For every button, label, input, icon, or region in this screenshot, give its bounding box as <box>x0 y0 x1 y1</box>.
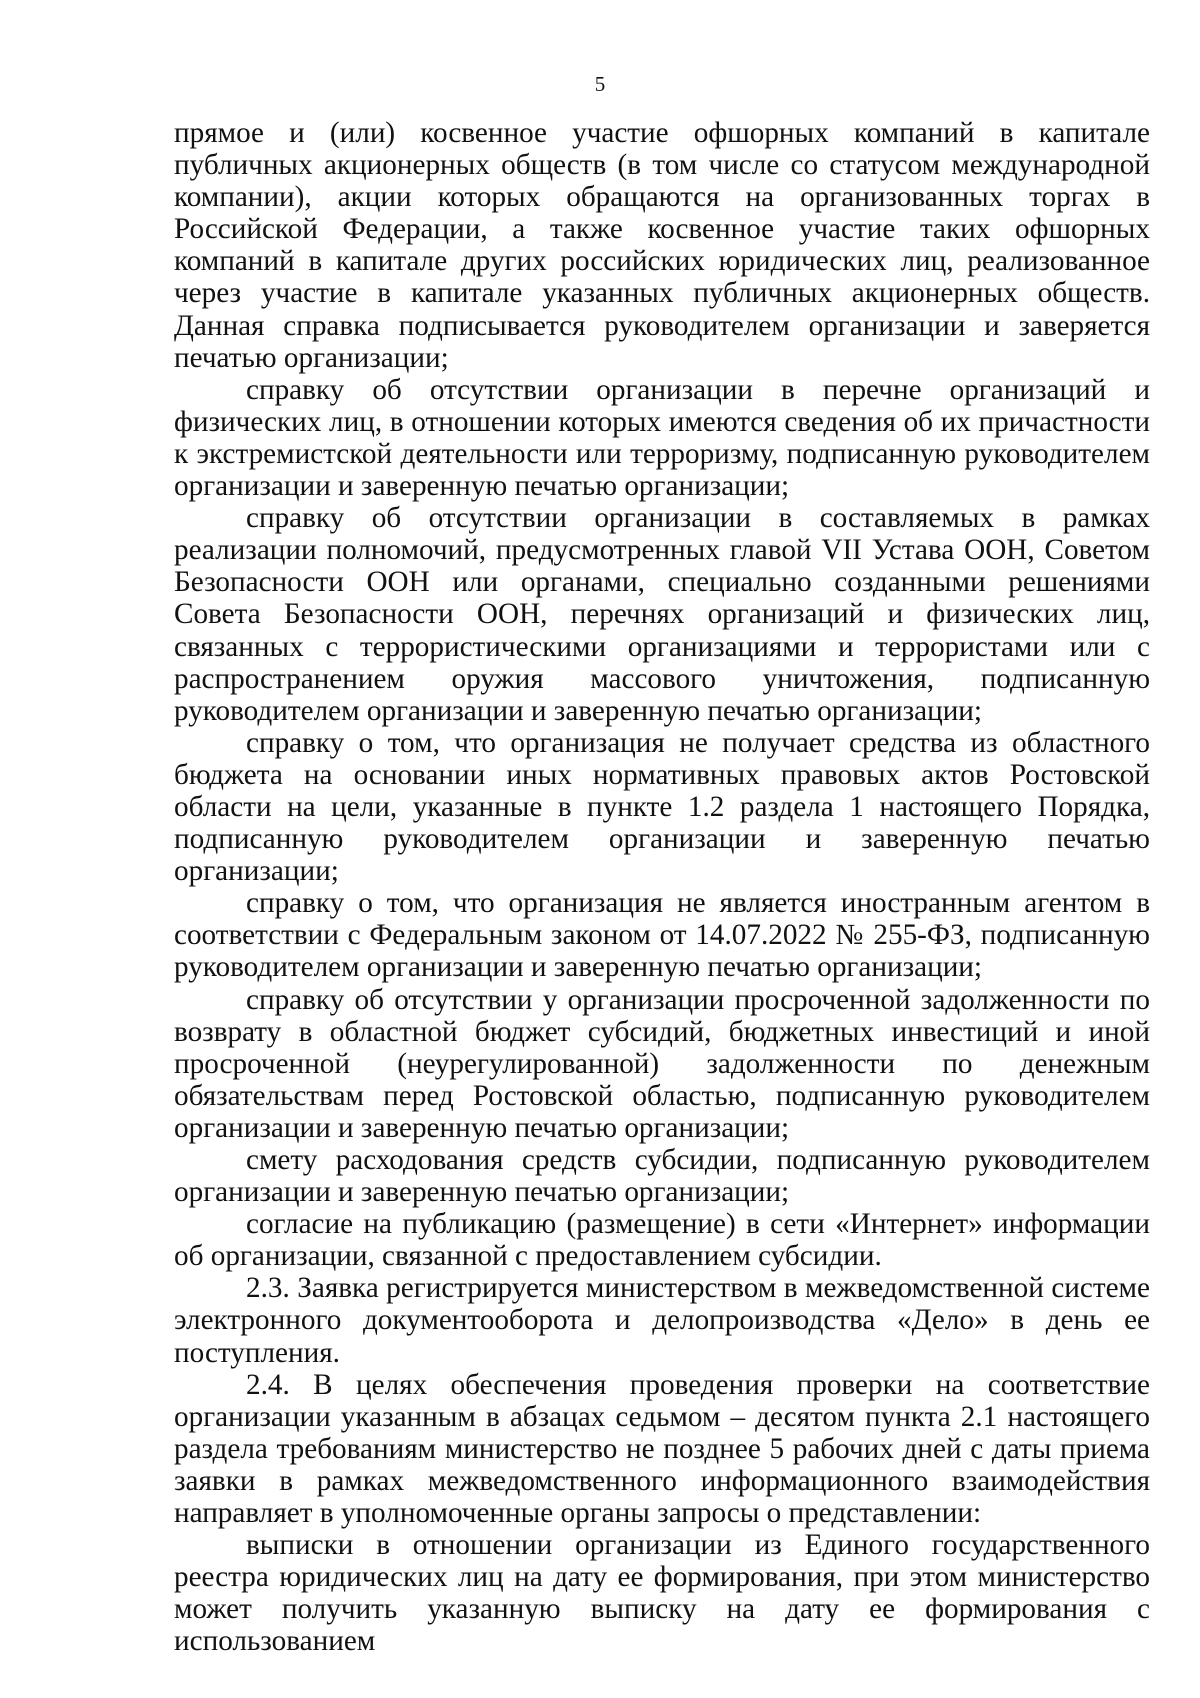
paragraph-extremism-certificate: справку об отсутствии организации в перечне организаций и физических лиц, в отношении которых имеются сведения об их причастности к экстремистской деятельности или терроризму, подписанную руководителем организации и заверенную печатью организации; <box>174 373 1150 503</box>
paragraph-foreign-agent-certificate: справку о том, что организация не является иностранным агентом в соответствии с Федеральным законом от 14.07.2022 № 255-ФЗ, подписанную руководителем организации и заверенную печатью организации; <box>174 887 1150 984</box>
paragraph-section-2-4: 2.4. В целях обеспечения проведения проверки на соответствие организации указанным в абзацах седьмом – десятом пункта 2.1 настоящего раздела требованиям министерство не позднее 5 рабочих дней с даты приема заявки в рамках межведомственного информационного взаимодействия направляет в уполномоченные органы запросы о представлении: <box>174 1368 1150 1530</box>
paragraph-offshore-participation: прямое и (или) косвенное участие офшорных компаний в капитале публичных акционерных обществ (в том числе со статусом международной компании), акции которых обращаются на организованных торгах в Российской Федерации, а также косвенное участие таких офшорных компаний в капитале других российских юридических лиц, реализованное через участие в капитале указанных публичных акционерных обществ. Данная справка подписывается руководителем организации и заверяется печатью организации; <box>174 117 1150 374</box>
page-number: 5 <box>594 72 606 96</box>
paragraph-subsidy-estimate: смету расходования средств субсидии, подписанную руководителем организации и заверенную печатью организации; <box>174 1144 1150 1209</box>
paragraph-overdue-debt-certificate: справку об отсутствии у организации просроченной задолженности по возврату в областной бюджет субсидий, бюджетных инвестиций и иной просроченной (неурегулированной) задолженности по денежным обязательствам перед Ростовской областью, подписанную руководителем организации и заверенную печатью организации; <box>174 983 1150 1144</box>
document-body <box>174 117 1150 1658</box>
paragraph-un-sanctions-certificate: справку об отсутствии организации в составляемых в рамках реализации полномочий, предусмотренных главой VII Устава ООН, Советом Безопасности ООН или органами, специально созданными решениями Совета Безопасности ООН, перечнях организаций и физических лиц, связанных с террористическими организациями и террористами или с распространением оружия массового уничтожения, подписанную руководителем организации и заверенную печатью организации; <box>174 502 1150 727</box>
paragraph-regional-budget-certificate: справку о том, что организация не получает средства из областного бюджета на основании иных нормативных правовых актов Ростовской области на цели, указанные в пункте 1.2 раздела 1 настоящего Порядка, подписанную руководителем организации и заверенную печатью организации; <box>174 726 1150 888</box>
paragraph-registry-extract: выписки в отношении организации из Единого государственного реестра юридических лиц на дату ее формирования, при этом министерство может получить указанную выписку на дату ее формирования с использованием <box>174 1529 1150 1658</box>
paragraph-publication-consent: согласие на публикацию (размещение) в сети «Интернет» информации об организации, связанной с предоставлением субсидии. <box>174 1208 1150 1273</box>
paragraph-section-2-3: 2.3. Заявка регистрируется министерством в межведомственной системе электронного документооборота и делопроизводства «Дело» в день ее поступления. <box>174 1272 1150 1369</box>
